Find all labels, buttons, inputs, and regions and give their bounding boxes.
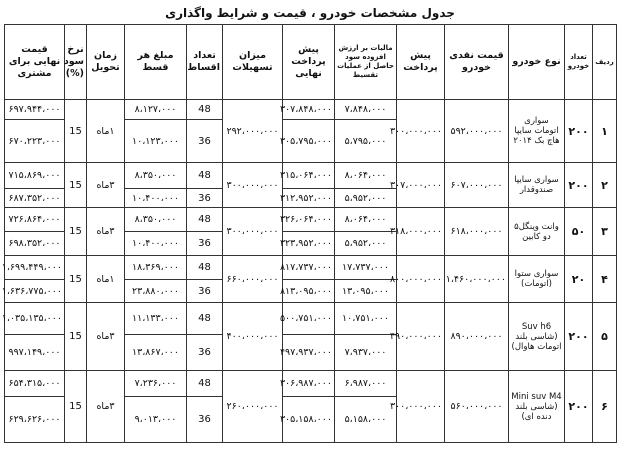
loan-amount: ۲۹۲،۰۰۰،۰۰۰ [223,100,283,163]
vehicle-count: ۲۰۰ [565,100,593,163]
installment-amount: ۸،۳۵۰،۰۰۰ [125,163,187,189]
final-price: ۷۱۵،۸۶۹،۰۰۰ [5,163,65,189]
installment-amount: ۷،۲۳۶،۰۰۰ [125,371,187,397]
vehicle-model: سواری اتومات سایپا هاچ بک ۲۰۱۴ [509,100,565,163]
cash-price: ۶۰۷،۰۰۰،۰۰۰ [445,163,509,208]
vat-amount: ۵،۷۹۵،۰۰۰ [335,120,397,163]
header-installment-amount: مبلغ هر قسط [125,25,187,100]
delivery-time: ۳ماه [87,208,125,256]
table-row [5,303,617,335]
cash-price: ۵۹۲،۰۰۰،۰۰۰ [445,100,509,163]
header-installments: تعداد اقساط [187,25,223,100]
final-price: ۶۲۹،۶۲۶،۰۰۰ [5,397,65,443]
loan-amount: ۲۶۰،۰۰۰،۰۰۰ [223,371,283,443]
interest-rate: 15 [65,208,87,256]
header-prepayment: پیش پرداخت [397,25,445,100]
installment-count: 48 [187,100,223,120]
prepayment: ۳۰۰،۰۰۰،۰۰۰ [397,371,445,443]
vat-amount: ۱۰،۷۵۱،۰۰۰ [335,303,397,335]
vehicle-count: ۲۰۰ [565,303,593,371]
header-rate: نرخ سود (%) [65,25,87,100]
final-price: ۶۸۷،۳۵۲،۰۰۰ [5,189,65,208]
final-prepayment: ۳۰۵،۷۹۵،۰۰۰ [283,120,335,163]
vehicle-model: سواری ستوا (اتومات) [509,256,565,303]
final-price: ۶۹۸،۳۵۲،۰۰۰ [5,232,65,256]
loan-amount: ۶۶۰،۰۰۰،۰۰۰ [223,256,283,303]
delivery-time: ۱ماه [87,100,125,163]
interest-rate: 15 [65,256,87,303]
installment-count: 48 [187,371,223,397]
final-prepayment: ۳۱۵،۰۶۴،۰۰۰ [283,163,335,189]
vat-amount: ۸،۰۶۴،۰۰۰ [335,163,397,189]
prepayment: ۳۰۷،۰۰۰،۰۰۰ [397,163,445,208]
final-price: ۶۵۴،۳۱۵،۰۰۰ [5,371,65,397]
table-row [5,371,617,397]
delivery-time: ۳ماه [87,303,125,371]
header-cash-price: قیمت نقدی خودرو [445,25,509,100]
header-final-price: قیمت نهایی برای مشتری [5,25,65,100]
header-loan: میزان تسهیلات [223,25,283,100]
final-prepayment: ۳۰۵،۱۵۸،۰۰۰ [283,397,335,443]
final-price: ۶۹۷،۹۴۴،۰۰۰ [5,100,65,120]
interest-rate: 15 [65,371,87,443]
installment-count: 48 [187,208,223,232]
table-row [5,208,617,232]
final-prepayment: ۳۲۳،۹۵۲،۰۰۰ [283,232,335,256]
interest-rate: 15 [65,100,87,163]
header-vat: مالیات بر ارزش افزوده سود حاصل از عملیات تقسیط [335,25,397,100]
installment-count: 36 [187,189,223,208]
header-row-no: ردیف [593,25,617,100]
installment-amount: ۱۰،۴۰۰،۰۰۰ [125,189,187,208]
cash-price: ۶۱۸،۰۰۰،۰۰۰ [445,208,509,256]
vehicle-count: ۲۰ [565,256,593,303]
vat-amount: ۷،۹۳۷،۰۰۰ [335,335,397,371]
installment-amount: ۱۳،۸۶۷،۰۰۰ [125,335,187,371]
interest-rate: 15 [65,163,87,208]
row-number: ۴ [593,256,617,303]
delivery-time: ۳ماه [87,371,125,443]
installment-count: 48 [187,256,223,280]
final-price: ۷۲۶،۸۶۴،۰۰۰ [5,208,65,232]
installment-count: 36 [187,232,223,256]
vehicle-model: وانت وینگل۵ دو کابین [509,208,565,256]
table-body [1,100,617,443]
installment-count: 36 [187,280,223,303]
page-title: جدول مشخصات خودرو ، قیمت و شرایط واگذاری [165,6,455,20]
loan-amount: ۳۰۰،۰۰۰،۰۰۰ [223,163,283,208]
vehicle-model: Mini suv M4 (شاسی بلند دنده ای) [509,371,565,443]
final-prepayment: ۳۱۲،۹۵۲،۰۰۰ [283,189,335,208]
vat-amount: ۵،۹۵۲،۰۰۰ [335,232,397,256]
vehicle-count: ۲۰۰ [565,163,593,208]
table-row [5,100,617,120]
final-prepayment: ۵۰۰،۷۵۱،۰۰۰ [283,303,335,335]
delivery-time: ۱ماه [87,256,125,303]
row-number: ۲ [593,163,617,208]
installment-count: 48 [187,163,223,189]
installment-amount: ۹،۰۱۳،۰۰۰ [125,397,187,443]
vehicle-sales-table [1,24,617,443]
interest-rate: 15 [65,303,87,371]
row-number: ۳ [593,208,617,256]
header-qty: تعداد خودرو [565,25,593,100]
final-price: ۱،۶۹۹،۴۴۹،۰۰۰ [5,256,65,280]
vat-amount: ۱۷،۷۳۷،۰۰۰ [335,256,397,280]
row-number: ۶ [593,371,617,443]
vehicle-count: ۵۰ [565,208,593,256]
final-prepayment: ۴۹۷،۹۳۷،۰۰۰ [283,335,335,371]
vat-amount: ۶،۹۸۷،۰۰۰ [335,371,397,397]
loan-amount: ۳۰۰،۰۰۰،۰۰۰ [223,208,283,256]
installment-amount: ۱۸،۳۶۹،۰۰۰ [125,256,187,280]
installment-count: 36 [187,397,223,443]
final-prepayment: ۳۰۷،۸۴۸،۰۰۰ [283,100,335,120]
vat-amount: ۵،۹۵۲،۰۰۰ [335,189,397,208]
loan-amount: ۴۰۰،۰۰۰،۰۰۰ [223,303,283,371]
installment-count: 48 [187,303,223,335]
prepayment: ۴۹۰،۰۰۰،۰۰۰ [397,303,445,371]
prepayment: ۳۰۰،۰۰۰،۰۰۰ [397,100,445,163]
installment-amount: ۲۳،۸۸۰،۰۰۰ [125,280,187,303]
final-prepayment: ۳۲۶،۰۶۴،۰۰۰ [283,208,335,232]
final-price: ۱،۰۳۵،۱۳۵،۰۰۰ [5,303,65,335]
final-prepayment: ۸۱۷،۷۳۷،۰۰۰ [283,256,335,280]
cash-price: ۱،۴۶۰،۰۰۰،۰۰۰ [445,256,509,303]
installment-count: 36 [187,335,223,371]
prepayment: ۳۱۸،۰۰۰،۰۰۰ [397,208,445,256]
header-model: نوع خودرو [509,25,565,100]
final-price: ۶۷۰،۲۲۳،۰۰۰ [5,120,65,163]
installment-amount: ۱۰،۱۲۳،۰۰۰ [125,120,187,163]
cash-price: ۵۶۰،۰۰۰،۰۰۰ [445,371,509,443]
vehicle-model: Suv h6 (شاسی بلند اتومات هاوال) [509,303,565,371]
header-row [5,25,617,100]
header-final-prepay: پیش پرداخت نهایی [283,25,335,100]
vat-amount: ۱۳،۰۹۵،۰۰۰ [335,280,397,303]
vehicle-model: سواری سایپا صندوقدار [509,163,565,208]
final-price: ۹۹۷،۱۴۹،۰۰۰ [5,335,65,371]
header-delivery: زمان تحویل [87,25,125,100]
row-number: ۵ [593,303,617,371]
installment-amount: ۱۱،۱۳۳،۰۰۰ [125,303,187,335]
table-row [5,163,617,189]
final-prepayment: ۸۱۳،۰۹۵،۰۰۰ [283,280,335,303]
row-number: ۱ [593,100,617,163]
cash-price: ۸۹۰،۰۰۰،۰۰۰ [445,303,509,371]
final-price: ۱،۶۳۶،۷۷۵،۰۰۰ [5,280,65,303]
installment-amount: ۱۰،۴۰۰،۰۰۰ [125,232,187,256]
installment-amount: ۸،۳۵۰،۰۰۰ [125,208,187,232]
installment-amount: ۸،۱۲۷،۰۰۰ [125,100,187,120]
delivery-time: ۳ماه [87,163,125,208]
table-row [5,256,617,280]
vat-amount: ۵،۱۵۸،۰۰۰ [335,397,397,443]
vehicle-count: ۲۰۰ [565,371,593,443]
vat-amount: ۷،۸۴۸،۰۰۰ [335,100,397,120]
vat-amount: ۸،۰۶۴،۰۰۰ [335,208,397,232]
final-prepayment: ۳۰۶،۹۸۷،۰۰۰ [283,371,335,397]
installment-count: 36 [187,120,223,163]
prepayment: ۸۰۰،۰۰۰،۰۰۰ [397,256,445,303]
